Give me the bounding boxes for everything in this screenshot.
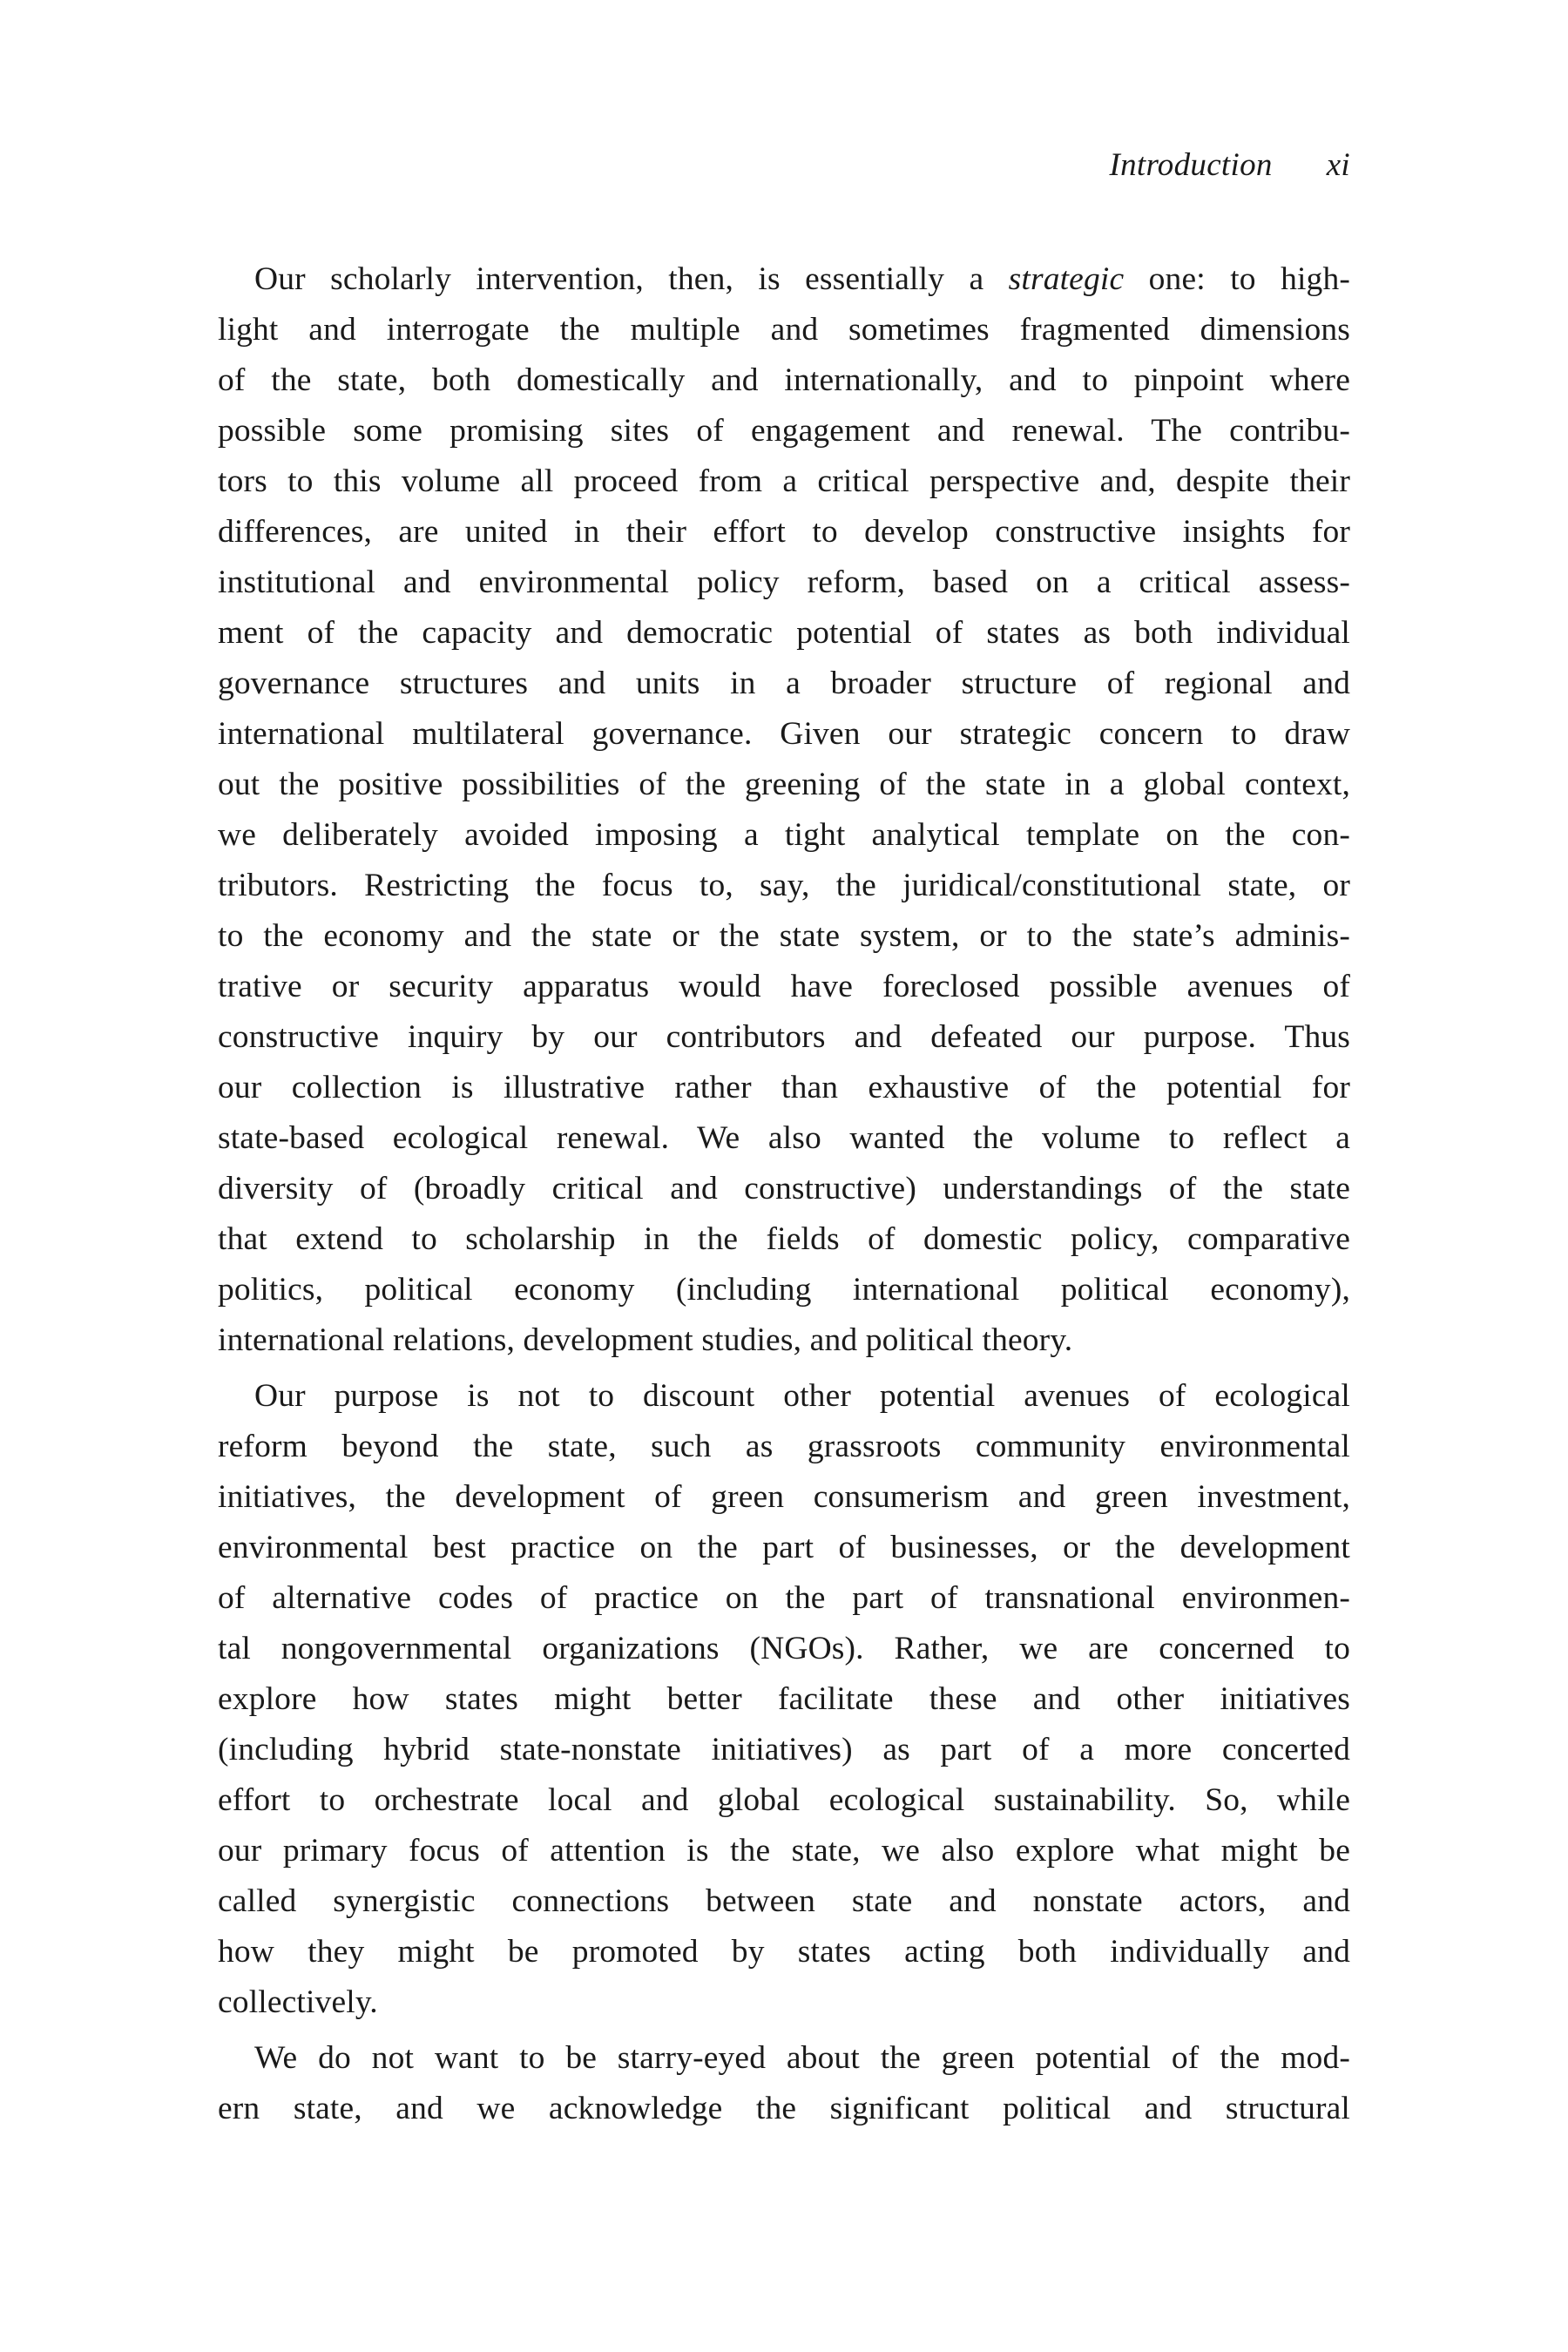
paragraph-line: effort to orchestrate local and global ecological sustainability. So, while <box>218 1782 1350 1818</box>
emphasis: strategic <box>1008 261 1125 297</box>
paragraph-line: diversity of (broadly critical and constructive) understandings of the state <box>218 1171 1350 1206</box>
paragraph-line: ern state, and we acknowledge the significant political and structural <box>218 2091 1350 2126</box>
paragraph-line: initiatives, the development of green consumerism and green investment, <box>218 1479 1350 1515</box>
paragraph-line: Our scholarly intervention, then, is essentially a strategic one: to high- <box>254 261 1350 297</box>
paragraph-line: of the state, both domestically and internationally, and to pinpoint where <box>218 362 1350 398</box>
paragraph-line: how they might be promoted by states acting both individually and <box>218 1934 1350 1970</box>
running-title: Introduction <box>1109 147 1273 183</box>
paragraph-line: we deliberately avoided imposing a tight analytical template on the con- <box>218 817 1350 853</box>
paragraph-line: international multilateral governance. Given our strategic concern to draw <box>218 716 1350 752</box>
paragraph-line: explore how states might better facilitate these and other initiatives <box>218 1681 1350 1717</box>
paragraph-2 <box>218 1371 1350 2028</box>
paragraph-line: politics, political economy (including international political economy), <box>218 1272 1350 1308</box>
paragraph-line: tributors. Restricting the focus to, say, the juridical/constitutional state, or <box>218 868 1350 903</box>
paragraph-1 <box>218 254 1350 1366</box>
paragraph-line: our collection is illustrative rather than exhaustive of the potential for <box>218 1070 1350 1105</box>
paragraph-line: environmental best practice on the part of businesses, or the development <box>218 1530 1350 1565</box>
paragraph-line: institutional and environmental policy reform, based on a critical assess- <box>218 564 1350 600</box>
paragraph-line: tors to this volume all proceed from a critical perspective and, despite their <box>218 463 1350 499</box>
paragraph-line: trative or security apparatus would have foreclosed possible avenues of <box>218 969 1350 1004</box>
paragraph-line: international relations, development studies, and political theory. <box>218 1322 1073 1358</box>
paragraph-3 <box>218 2033 1350 2134</box>
paragraph-line: called synergistic connections between state and nonstate actors, and <box>218 1883 1350 1919</box>
paragraph-line: We do not want to be starry-eyed about the green potential of the mod- <box>254 2040 1350 2076</box>
running-head <box>1109 146 1350 184</box>
paragraph-line: ment of the capacity and democratic potential of states as both individual <box>218 615 1350 651</box>
paragraph-line: constructive inquiry by our contributors and defeated our purpose. Thus <box>218 1019 1350 1055</box>
paragraph-line: (including hybrid state-nonstate initiatives) as part of a more concerted <box>218 1732 1350 1767</box>
paragraph-line: collectively. <box>218 1984 378 2020</box>
paragraph-line: tal nongovernmental organizations (NGOs). Rather, we are concerned to <box>218 1631 1350 1666</box>
paragraph-line: Our purpose is not to discount other potential avenues of ecological <box>254 1378 1350 1414</box>
paragraph-line: differences, are united in their effort to develop constructive insights for <box>218 514 1350 550</box>
paragraph-line: of alternative codes of practice on the part of transnational environmen- <box>218 1580 1350 1616</box>
paragraph-line: governance structures and units in a broader structure of regional and <box>218 666 1350 701</box>
paragraph-line: state-based ecological renewal. We also wanted the volume to reflect a <box>218 1120 1350 1156</box>
paragraph-line: to the economy and the state or the state system, or to the state’s adminis- <box>218 918 1350 954</box>
body-text <box>218 254 1350 2134</box>
page-number: xi <box>1326 147 1350 183</box>
paragraph-line: out the positive possibilities of the greening of the state in a global context, <box>218 767 1350 802</box>
paragraph-line: that extend to scholarship in the fields of domestic policy, comparative <box>218 1221 1350 1257</box>
paragraph-line: possible some promising sites of engagement and renewal. The contribu- <box>218 413 1350 449</box>
paragraph-line: light and interrogate the multiple and sometimes fragmented dimensions <box>218 312 1350 348</box>
paragraph-line: reform beyond the state, such as grassroots community environmental <box>218 1429 1350 1464</box>
paragraph-line: our primary focus of attention is the state, we also explore what might be <box>218 1833 1350 1869</box>
